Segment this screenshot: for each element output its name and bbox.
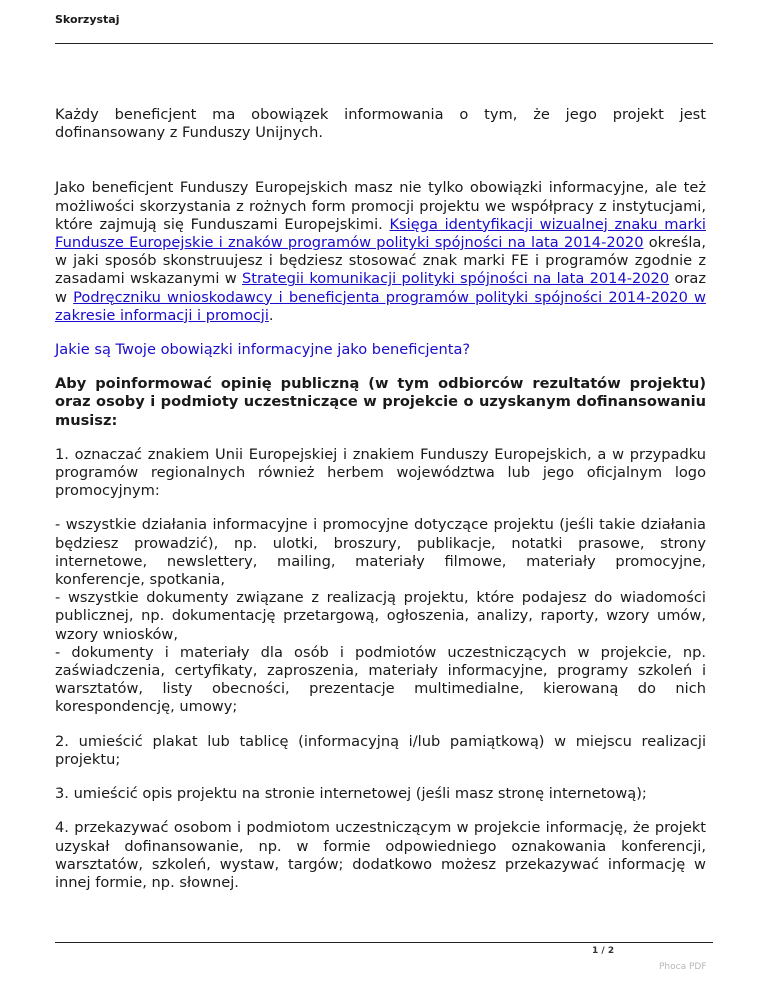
bullet-item: - wszystkie dokumenty związane z realizacją projektu, które podajesz do wiadomości publicznej, np. dokumentację przetargową, ogłoszenia, analizy, raporty, wzory umów, wzory wniosków, [55, 589, 706, 643]
article-content [55, 106, 706, 892]
obligation-item-1: 1. oznaczać znakiem Unii Europejskiej i znakiem Funduszy Europejskich, a w przypadku programów regionalnych również herbem województwa lub jego oficjalnym logo promocyjnym: [55, 445, 706, 500]
obligation-item-4: 4. przekazywać osobom i podmiotom uczestniczącym w projekcie informację, że projekt uzyskał dofinansowanie, np. w formie odpowiedniego oznakowania konferencji, warsztatów, szkoleń, wystaw, targów; dodatkowo możesz przekazywać informację w innej formie, np. słownej. [55, 819, 706, 891]
header-title: Skorzystaj [55, 13, 120, 26]
link-podrecznik-wnioskodawcy[interactable]: Podręczniku wnioskodawcy i beneficjenta programów polityki spójności 2014-2020 w zakresie informacji i promocji [55, 288, 706, 324]
paragraph-text: oraz w [55, 270, 707, 306]
bullet-item: - wszystkie działania informacyjne i promocyjne dotyczące projektu (jeśli takie działania będziesz prowadzić), np. ulotki, broszury, publikacje, notatki prasowe, strony internetowe, newslettery, mailing, materiały filmowe, materiały promocyjne, konferencje, spotkania, [55, 516, 706, 589]
obligation-bullet-list [55, 516, 706, 716]
promotion-paragraph [55, 179, 706, 325]
page-number: 1 / 2 [592, 946, 615, 956]
paragraph-text: określa, w jaki sposób skonstruujesz i będziesz stosować znak marki FE i programów zgodnie z zasadami wskazanymi w [55, 234, 707, 288]
header-divider [55, 43, 713, 44]
link-strategia-komunikacji[interactable]: Strategii komunikacji polityki spójności na lata 2014-2020 [241, 270, 670, 288]
phoca-pdf-label: Phoca PDF [659, 962, 707, 972]
intro-paragraph: Każdy beneficjent ma obowiązek informowania o tym, że jego projekt jest dofinansowany z Funduszy Unijnych. [55, 106, 706, 142]
paragraph-text: Jako beneficjent Funduszy Europejskich masz nie tylko obowiązki informacyjne, ale też możliwości skorzystania z rożnych form promocji projektu we współpracy z instytucjami, które zajmują się Funduszami Europejskimi. [55, 179, 706, 233]
obligation-item-3: 3. umieścić opis projektu na stronie internetowej (jeśli masz stronę internetową); [55, 785, 647, 803]
footer-divider [55, 942, 713, 943]
question-heading: Jakie są Twoje obowiązki informacyjne jako beneficjenta? [55, 341, 471, 359]
paragraph-text: . [268, 306, 274, 324]
lead-paragraph: Aby poinformować opinię publiczną (w tym odbiorców rezultatów projektu) oraz osoby i podmioty uczestniczące w projekcie o uzyskanym dofinansowaniu musisz: [55, 375, 706, 429]
bullet-item: - dokumenty i materiały dla osób i podmiotów uczestniczących w projekcie, np. zaświadczenia, certyfikaty, zaproszenia, materiały informacyjne, programy szkoleń i warsztatów, listy obecności, prezentacje multimedialne, kierowaną do nich korespondencję, umowy; [55, 643, 706, 716]
link-ksiega-identyfikacji[interactable]: Księga identyfikacji wizualnej znaku marki Fundusze Europejskie i znaków programów polityki spójności na lata 2014-2020 [55, 215, 706, 252]
obligation-item-2: 2. umieścić plakat lub tablicę (informacyjną i/lub pamiątkową) w miejscu realizacji projektu; [55, 732, 706, 768]
